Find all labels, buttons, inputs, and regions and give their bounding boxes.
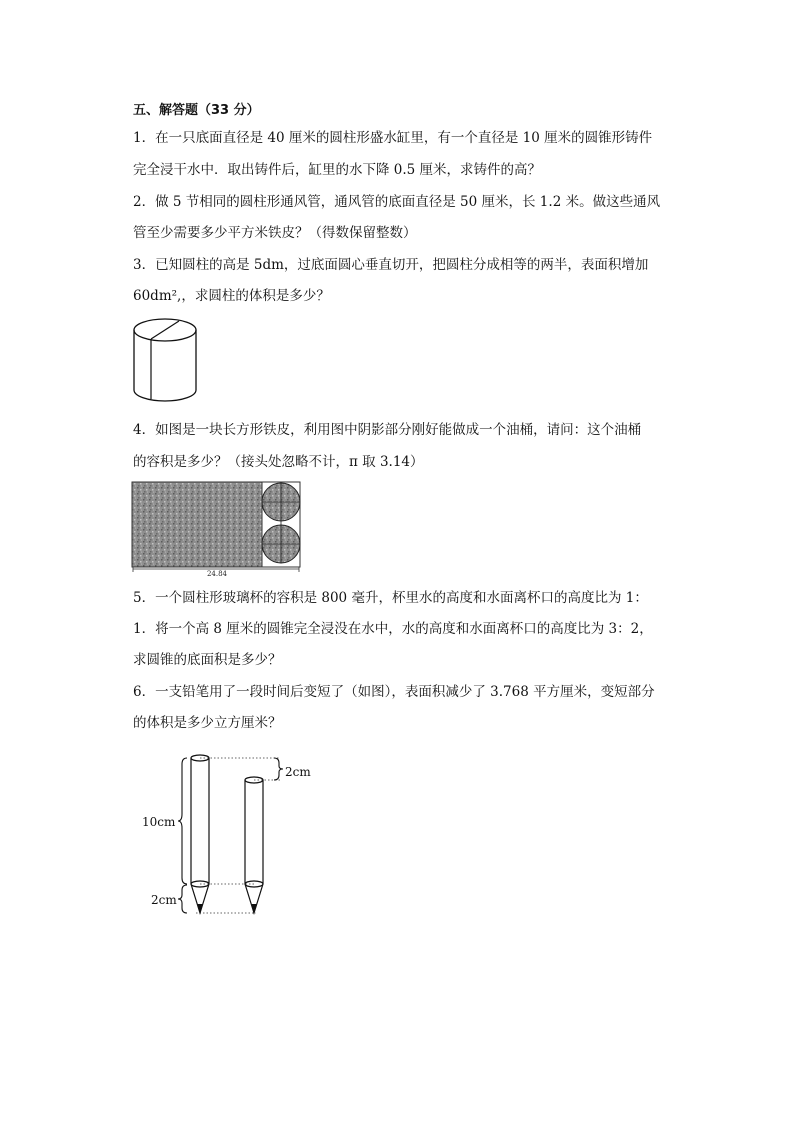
question-3-line-1: 3．已知圆柱的高是 5dm，过底面圆心垂直切开，把圆柱分成相等的两半，表面积增加	[133, 257, 649, 273]
question-5-line-2: 1．将一个高 8 厘米的圆锥完全浸没在水中，水的高度和水面离杯口的高度比为 3：2，	[133, 621, 653, 637]
question-6-line-2: 的体积是多少立方厘米？	[133, 715, 282, 731]
question-1-line-1: 1．在一只底面直径是 40 厘米的圆柱形盛水缸里，有一个直径是 10 厘米的圆锥形铸件	[133, 130, 653, 146]
iron-sheet-figure	[131, 481, 306, 577]
body-length-label: 10cm	[142, 815, 176, 829]
sheet-length-label: 24.84	[206, 570, 228, 577]
question-1-line-2: 完全浸干水中．取出铸件后，缸里的水下降 0.5 厘米，求铸件的高？	[133, 162, 542, 178]
cylinder-figure	[130, 316, 202, 404]
question-4-line-1: 4．如图是一块长方形铁皮，利用图中阴影部分刚好能做成一个油桶，请问：这个油桶	[133, 422, 642, 438]
question-5-line-3: 求圆锥的底面积是多少？	[133, 652, 282, 668]
question-2-line-2: 管至少需要多少平方米铁皮？（得数保留整数）	[133, 225, 417, 241]
question-5-line-1: 5．一个圆柱形玻璃杯的容积是 800 毫升，杯里水的高度和水面离杯口的高度比为 1：	[133, 590, 648, 606]
question-3-line-2: 60dm²,，求圆柱的体积是多少？	[133, 288, 330, 304]
question-4-line-2: 的容积是多少？（接头处忽略不计，π 取 3.14）	[133, 454, 424, 470]
pencils-figure	[138, 748, 318, 920]
question-2-line-1: 2．做 5 节相同的圆柱形通风管，通风管的底面直径是 50 厘米，长 1.2 米。做这些通风	[133, 194, 661, 210]
question-6-line-1: 6．一支铅笔用了一段时间后变短了（如图），表面积减少了 3.768 平方厘米，变短部分	[133, 684, 655, 700]
section-title: 五、解答题（33 分）	[133, 103, 260, 118]
tip-length-label: 2cm	[151, 893, 177, 907]
shortened-length-label: 2cm	[285, 765, 311, 779]
